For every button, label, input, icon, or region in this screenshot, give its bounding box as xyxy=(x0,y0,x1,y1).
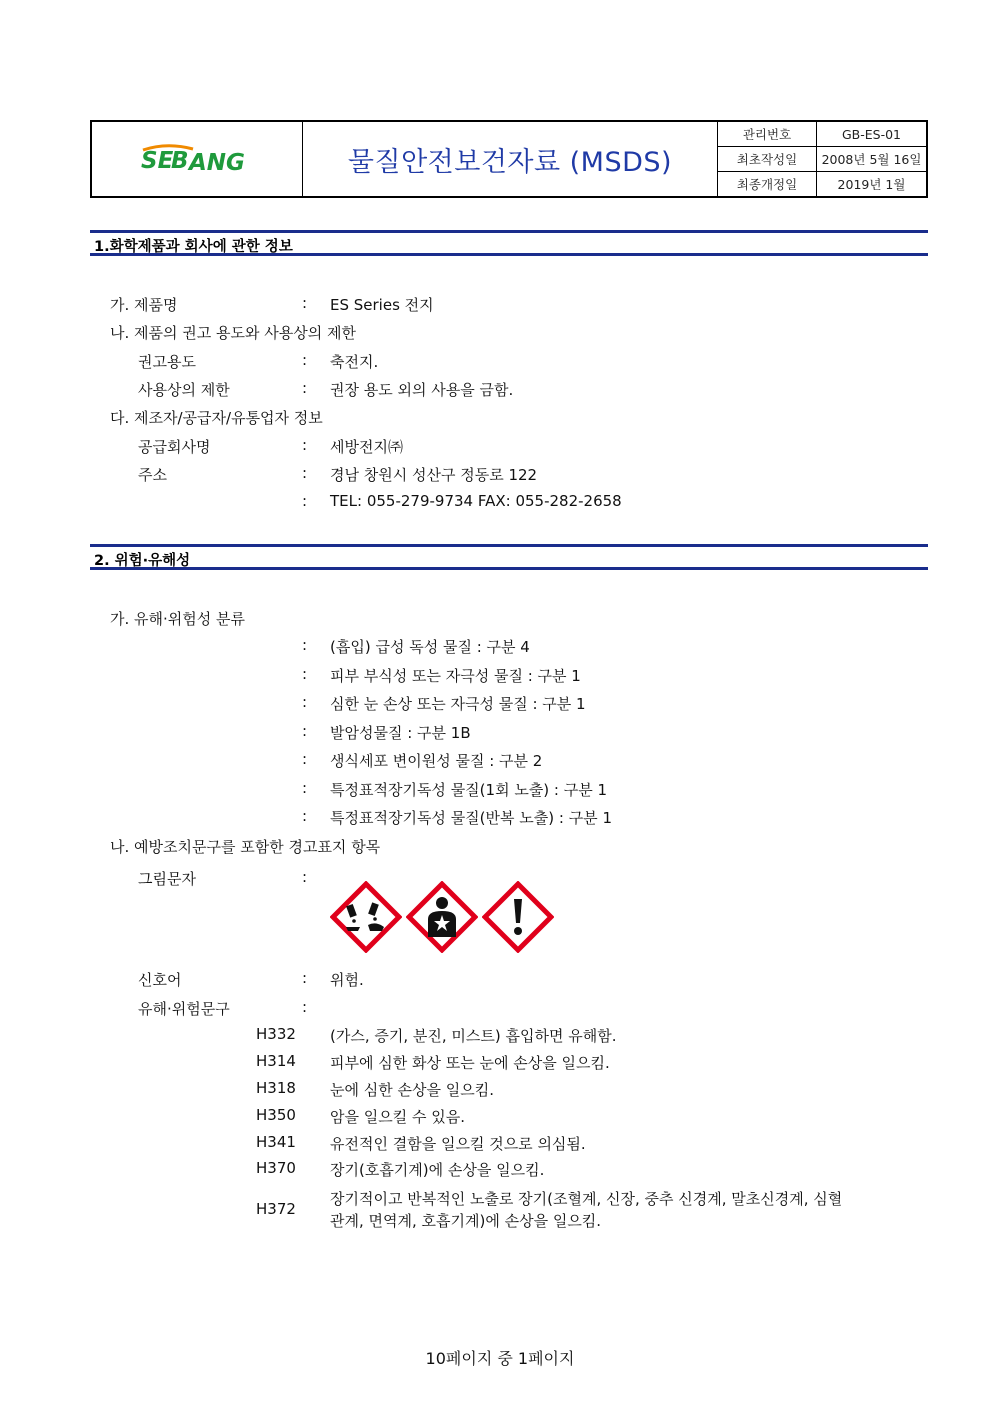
product-name-label: 가. 제품명 xyxy=(110,296,178,314)
colon: : xyxy=(302,969,308,987)
classification-item: 특정표적장기독성 물질(반복 노출) : 구분 1 xyxy=(330,809,612,827)
meta-row-created xyxy=(718,147,926,172)
colon: : xyxy=(302,807,308,825)
address-value: 경남 창원시 성산구 정동로 122 xyxy=(330,466,538,484)
colon: : xyxy=(302,998,308,1016)
colon: : xyxy=(302,379,308,397)
meta-key: 최종개정일 xyxy=(718,172,817,196)
colon: : xyxy=(302,636,308,654)
company-logo xyxy=(92,122,303,196)
hazard-code: H372 xyxy=(256,1200,296,1218)
classification-item: 특정표적장기독성 물질(1회 노출) : 구분 1 xyxy=(330,781,608,799)
restriction-label: 사용상의 제한 xyxy=(138,381,230,399)
hazard-text: 눈에 심한 손상을 일으킴. xyxy=(330,1081,494,1099)
page-footer: 10페이지 중 1페이지 xyxy=(425,1349,575,1368)
meta-value: GB-ES-01 xyxy=(841,126,902,142)
signal-word-label: 신호어 xyxy=(138,971,182,989)
hazard-code: H314 xyxy=(256,1052,296,1070)
svg-text:B: B xyxy=(171,148,189,174)
hazard-text: 관계, 면역계, 호흡기계)에 손상을 일으킴. xyxy=(330,1212,602,1230)
recommended-use-label: 권고용도 xyxy=(138,353,196,371)
hazard-code: H332 xyxy=(256,1025,296,1043)
pictogram-label: 그림문자 xyxy=(138,870,196,888)
classification-heading: 가. 유해·위험성 분류 xyxy=(110,610,245,628)
document-meta xyxy=(718,122,926,196)
company-label: 공급회사명 xyxy=(138,438,211,456)
svg-text:ANG: ANG xyxy=(189,150,245,176)
colon: : xyxy=(302,750,308,768)
hazard-code: H318 xyxy=(256,1079,296,1097)
meta-row-revised xyxy=(718,172,926,196)
section-2-header xyxy=(90,544,928,570)
meta-row-doc-number xyxy=(718,122,926,147)
recommended-use-value: 축전지. xyxy=(330,353,379,371)
colon: : xyxy=(302,779,308,797)
hazard-text: 암을 일으킬 수 있음. xyxy=(330,1108,465,1126)
label-elements-heading: 나. 예방조치문구를 포함한 경고표지 항목 xyxy=(110,838,381,856)
address-label: 주소 xyxy=(138,466,167,484)
document-title: 물질안전보건자료 (MSDS) xyxy=(303,122,718,196)
section-title: 1.화학제품과 회사에 관한 정보 xyxy=(94,239,293,255)
hazard-code: H341 xyxy=(256,1133,296,1151)
health-hazard-icon xyxy=(406,881,478,953)
colon: : xyxy=(302,722,308,740)
colon: : xyxy=(302,868,308,886)
hazard-text: 장기적이고 반복적인 노출로 장기(조혈계, 신장, 중추 신경계, 말초신경계, 심혈 xyxy=(330,1190,843,1208)
hazard-code: H350 xyxy=(256,1106,296,1124)
signal-word-value: 위험. xyxy=(330,971,364,989)
company-value: 세방전지㈜ xyxy=(330,438,403,456)
document-header-table xyxy=(90,120,928,198)
section-1-header xyxy=(90,230,928,256)
meta-key: 최초작성일 xyxy=(718,147,817,171)
colon: : xyxy=(302,492,308,510)
hazard-text: 피부에 심한 화상 또는 눈에 손상을 일으킴. xyxy=(330,1054,610,1072)
manufacturer-heading: 다. 제조자/공급자/유통업자 정보 xyxy=(110,409,323,427)
hazard-text: (가스, 증기, 분진, 미스트) 흡입하면 유해함. xyxy=(330,1027,617,1045)
colon: : xyxy=(302,436,308,454)
meta-value: 2008년 5월 16일 xyxy=(821,152,922,167)
hazard-statements-label: 유해·위험문구 xyxy=(138,1000,230,1018)
meta-value: 2019년 1월 xyxy=(837,177,906,192)
svg-text:SE: SE xyxy=(141,148,174,174)
meta-key: 관리번호 xyxy=(718,122,817,146)
use-restriction-heading: 나. 제품의 권고 용도와 사용상의 제한 xyxy=(110,324,356,342)
classification-item: 심한 눈 손상 또는 자극성 물질 : 구분 1 xyxy=(330,695,586,713)
corrosion-icon xyxy=(330,881,402,953)
colon: : xyxy=(302,294,308,312)
sebang-logo-icon xyxy=(137,142,257,176)
classification-item: 생식세포 변이원성 물질 : 구분 2 xyxy=(330,752,543,770)
classification-item: 피부 부식성 또는 자극성 물질 : 구분 1 xyxy=(330,667,581,685)
contact-value: TEL: 055-279-9734 FAX: 055-282-2658 xyxy=(330,492,622,510)
colon: : xyxy=(302,693,308,711)
product-name-value: ES Series 전지 xyxy=(330,296,434,314)
colon: : xyxy=(302,665,308,683)
hazard-code: H370 xyxy=(256,1159,296,1177)
colon: : xyxy=(302,464,308,482)
classification-item: 발암성물질 : 구분 1B xyxy=(330,724,471,742)
exclamation-icon xyxy=(482,881,554,953)
hazard-text: 유전적인 결함을 일으킬 것으로 의심됨. xyxy=(330,1135,586,1153)
section-title: 2. 위험·유해성 xyxy=(94,553,191,569)
classification-item: (흡입) 급성 독성 물질 : 구분 4 xyxy=(330,638,530,656)
restriction-value: 권장 용도 외의 사용을 금함. xyxy=(330,381,514,399)
hazard-text: 장기(호흡기계)에 손상을 일으킴. xyxy=(330,1161,545,1179)
colon: : xyxy=(302,351,308,369)
